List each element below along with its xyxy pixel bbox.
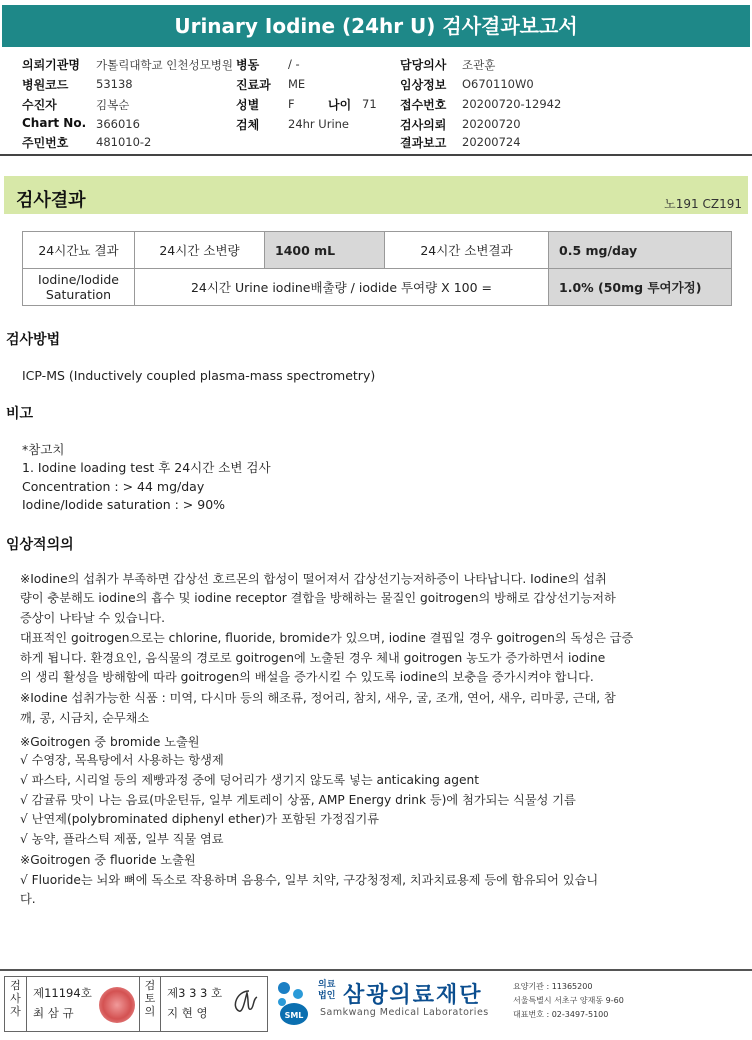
table-cell: 24시간 Urine iodine배출량 / iodide 투여량 X 100 =	[135, 269, 549, 306]
inspector-number: 제11194호	[33, 986, 92, 1000]
clinical-heading: 임상적의의	[6, 537, 74, 553]
clinical-line: √ 파스타, 시리얼 등의 제빵과정 중에 덩어리가 생기지 않도록 넣는 anticaking agent	[20, 773, 479, 787]
sex-label: 성별	[236, 98, 260, 112]
org-prefix: 의료 법인	[318, 980, 336, 1001]
footer-divider	[0, 969, 752, 971]
chart-value: 366016	[96, 117, 140, 131]
method-text: ICP-MS (Inductively coupled plasma-mass spectrometry)	[22, 368, 376, 383]
signature-box	[4, 976, 268, 1032]
org-english-name: Samkwang Medical Laboratories	[320, 1007, 489, 1018]
resident-value: 481010-2	[96, 135, 152, 149]
clinical-line: √ 농약, 플라스틱 제품, 일부 직물 염료	[20, 832, 224, 846]
specimen-value: 24hr Urine	[288, 117, 350, 131]
clinical-line: 의 생리 활성을 방해함에 따라 goitrogen의 배설을 증가시킬 수 있도록 iodine의 보충을 증가시켜야 합니다.	[20, 670, 594, 684]
clinical-line: 다.	[20, 892, 36, 906]
clinical-line: 깨, 콩, 시금치, 순무채소	[20, 711, 150, 725]
clinical-line: ※Goitrogen 중 fluoride 노출원	[20, 853, 196, 867]
table-cell: 24시간 소변량	[135, 232, 265, 269]
result-band	[4, 176, 748, 214]
remarks-heading: 비고	[6, 406, 34, 422]
svg-text:SML: SML	[284, 1011, 304, 1020]
age-value: 71	[362, 97, 377, 111]
approver-label: 검 토 의	[139, 977, 161, 1031]
remarks-line: Concentration : > 44 mg/day	[22, 479, 205, 494]
seal-stamp-icon	[99, 987, 135, 1023]
clinical-info-value: O670110W0	[462, 77, 534, 91]
patient-value: 김복순	[96, 98, 130, 112]
inspector-label: 검 사 자	[5, 977, 27, 1031]
table-row	[23, 232, 732, 269]
urine-result-value: 0.5 mg/day	[549, 232, 732, 269]
clinical-line: √ Fluoride는 뇌와 뼈에 독소로 작용하며 음용수, 일부 치약, 구강청정제, 치과치료용제 등에 함유되어 있습니	[20, 873, 599, 887]
sex-value: F	[288, 97, 295, 111]
ward-label: 병동	[236, 58, 260, 72]
remarks-line: 1. Iodine loading test 후 24시간 소변 검사	[22, 460, 271, 475]
saturation-value: 1.0% (50mg 투여가정)	[549, 269, 732, 306]
org-contact-info: 요양기관 : 11365200 서울특별시 서초구 양재동 9-60 대표번호 : 02-3497-5100	[513, 982, 624, 1019]
resident-label: 주민번호	[22, 136, 69, 150]
doctor-label: 담당의사	[400, 58, 447, 72]
clinical-line: ※Iodine의 섭취가 부족하면 갑상선 호르몬의 합성이 떨어져서 갑상선기능저하증이 나타납니다. Iodine의 섭취	[20, 572, 607, 586]
sml-logo-icon	[276, 980, 310, 1026]
report-date-value: 20200724	[462, 135, 521, 149]
request-value: 20200720	[462, 117, 521, 131]
approver-name: 지 현 영	[167, 1006, 208, 1020]
clinical-line: 대표적인 goitrogen으로는 chlorine, fluoride, bromide가 있으며, iodine 결핍일 경우 goitrogen의 독성은 급증	[20, 631, 634, 645]
receipt-label: 접수번호	[400, 98, 447, 112]
clinical-line: 증상이 나타날 수 있습니다.	[20, 611, 166, 625]
clinical-line: √ 수영장, 목욕탕에서 사용하는 항생제	[20, 753, 224, 767]
result-code: 노191 CZ191	[664, 197, 742, 211]
dept-label: 진료과	[236, 78, 271, 92]
method-heading: 검사방법	[6, 332, 61, 348]
hospital-code-label: 병원코드	[22, 78, 69, 92]
dept-value: ME	[288, 77, 306, 91]
result-heading: 검사결과	[16, 190, 86, 211]
clinical-info-label: 임상정보	[400, 78, 447, 92]
institution-label: 의뢰기관명	[22, 58, 80, 72]
clinical-line: 하게 됩니다. 환경요인, 음식물의 경로로 goitrogen에 노출된 경우 체내 goitrogen 농도가 증가하면서 iodine	[20, 651, 606, 665]
table-cell: 24시간뇨 결과	[23, 232, 135, 269]
age-label: 나이	[328, 98, 352, 112]
report-date-label: 결과보고	[400, 136, 447, 150]
institution-value: 가톨릭대학교 인천성모병원	[96, 58, 233, 72]
patient-info-block	[0, 52, 752, 152]
chart-label: Chart No.	[22, 116, 87, 130]
inspector-name: 최 삼 규	[33, 1006, 74, 1020]
patient-label: 수진자	[22, 98, 57, 112]
doctor-value: 조관훈	[462, 58, 496, 72]
clinical-line: √ 난연제(polybrominated diphenyl ether)가 포함된 가정집기류	[20, 812, 380, 826]
ward-value: / -	[288, 57, 300, 71]
clinical-line: √ 감귤류 맛이 나는 음료(마운틴듀, 일부 게토레이 상품, AMP Energy drink 등)에 첨가되는 식물성 기름	[20, 793, 576, 807]
signature-icon	[227, 985, 261, 1026]
clinical-line: ※Iodine 섭취가능한 식품 : 미역, 다시마 등의 해조류, 정어리, 참치, 새우, 굴, 조개, 연어, 새우, 리마콩, 근대, 참	[20, 691, 616, 705]
remarks-line: Iodine/Iodide saturation : > 90%	[22, 497, 226, 512]
urine-volume-value: 1400 mL	[265, 232, 385, 269]
org-name: 삼광의료재단	[343, 983, 483, 1008]
receipt-value: 20200720-12942	[462, 97, 562, 111]
result-table	[22, 231, 732, 306]
table-cell: 24시간 소변결과	[385, 232, 549, 269]
hospital-code-value: 53138	[96, 77, 133, 91]
table-row	[23, 269, 732, 306]
table-cell: Iodine/Iodide Saturation	[23, 269, 135, 306]
report-title: Urinary Iodine (24hr U) 검사결과보고서	[2, 5, 750, 47]
clinical-line: 량이 충분해도 iodine의 흡수 및 iodine receptor 결합을 방해하는 물질인 goitrogen의 방해로 갑상선기능저하	[20, 591, 616, 605]
request-label: 검사의뢰	[400, 118, 447, 132]
approver-number: 제3 3 3 호	[167, 986, 223, 1000]
clinical-line: ※Goitrogen 중 bromide 노출원	[20, 735, 200, 749]
header-divider	[0, 154, 752, 156]
remarks-line: *참고치	[22, 442, 65, 457]
specimen-label: 검체	[236, 118, 260, 132]
